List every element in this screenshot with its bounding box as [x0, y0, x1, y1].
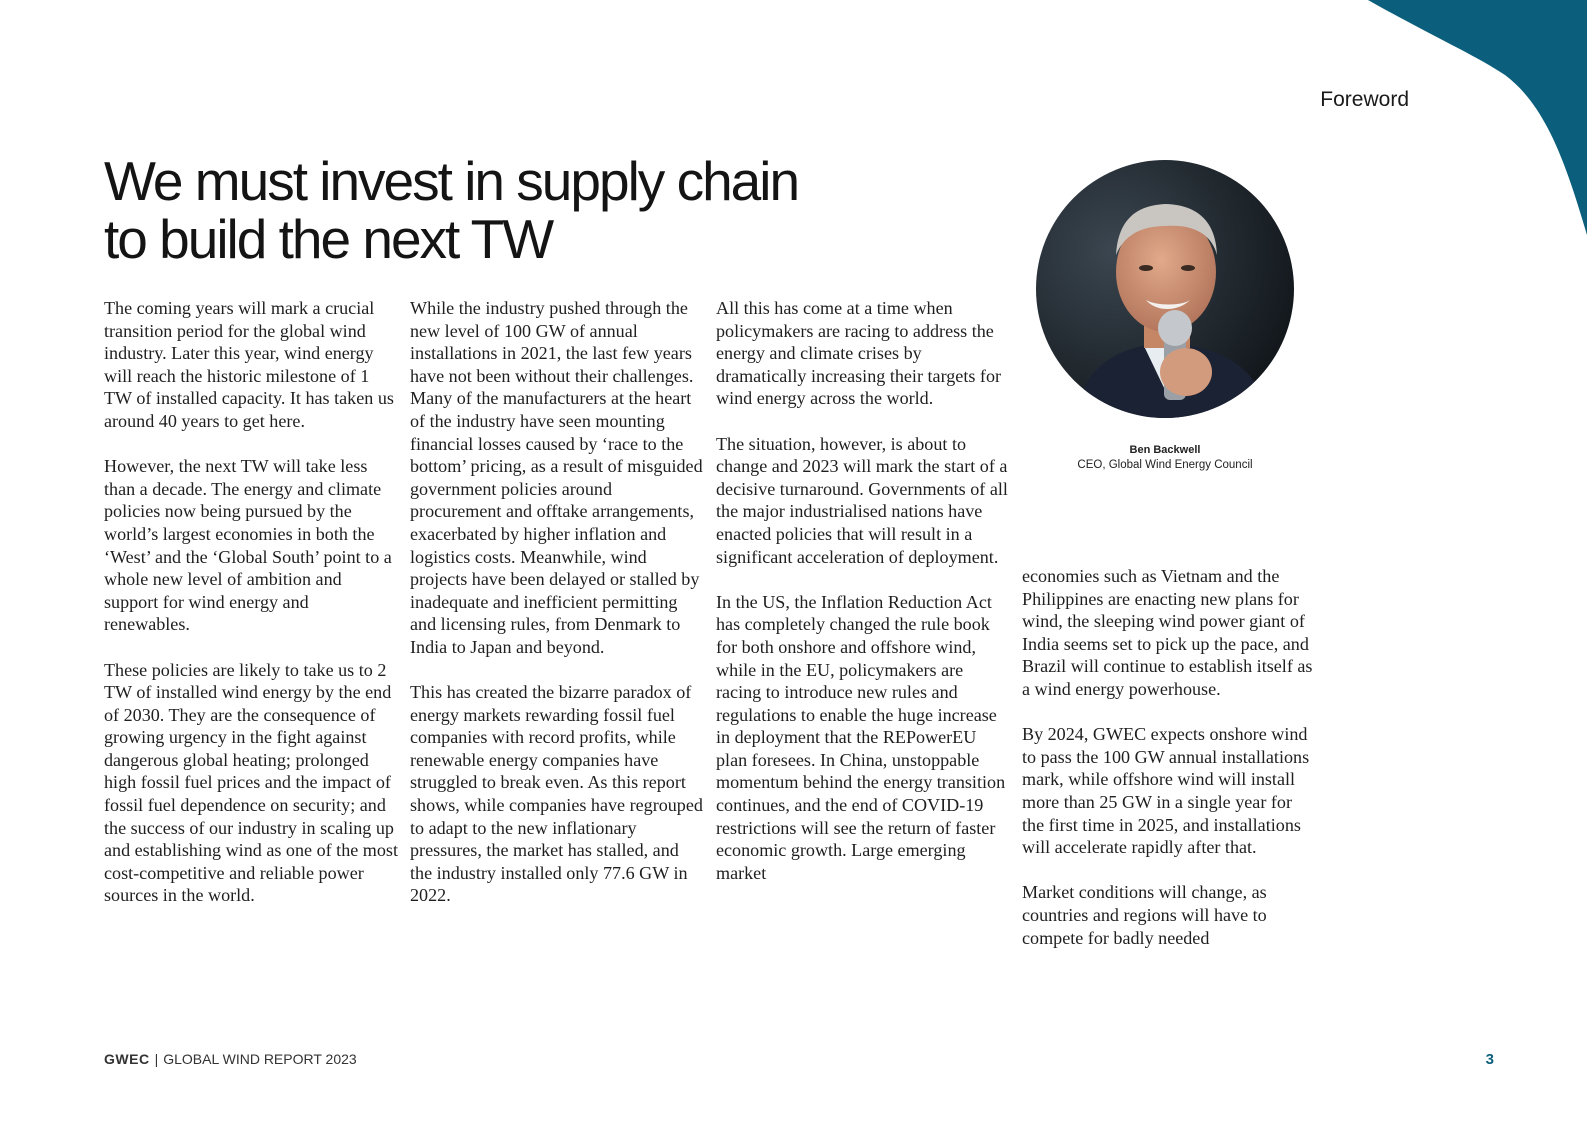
text-column-2: [410, 297, 704, 930]
paragraph: This has created the bizarre paradox of energy markets rewarding fossil fuel companies with record profits, while renewable energy companies have struggled to break even. As this report shows, while companies have regrouped to adapt to the new inflationary pressures, the market has stalled, and the industry installed only 77.6 GW in 2022.: [410, 682, 703, 906]
paragraph: All this has come at a time when policymakers are racing to address the energy and climate crises by dramatically increasing their targets for wind energy across the world.: [716, 298, 1002, 409]
portrait-caption: [1035, 443, 1295, 473]
person-role: CEO, Global Wind Energy Council: [1077, 459, 1253, 471]
text-column-3: [716, 297, 1010, 907]
text-column-1: [104, 297, 398, 930]
footer-separator: |: [154, 1051, 159, 1067]
paragraph: economies such as Vietnam and the Philippines are enacting new plans for wind, the sleeping wind power giant of India seems set to pick up the pace, and Brazil will continue to establish itself as a wind energy powerhouse.: [1022, 566, 1313, 699]
person-name: Ben Backwell: [1129, 444, 1201, 456]
title-line-1: We must invest in supply chain: [104, 150, 799, 212]
text-column-4: [1022, 565, 1316, 972]
portrait-photo: [1036, 160, 1294, 418]
paragraph: The situation, however, is about to change and 2023 will mark the start of a decisive turnaround. Governments of all the major industrialised nations have enacted policies that will result in a significant acceleration of deployment.: [716, 433, 1008, 567]
page-number: 3: [1485, 1051, 1494, 1068]
footer-report-title: [104, 1051, 357, 1067]
footer-brand: GWEC: [104, 1051, 150, 1067]
paragraph: By 2024, GWEC expects onshore wind to pass the 100 GW annual installations mark, while offshore wind will install more than 25 GW in a single year for the first time in 2025, and installations will accelerate rapidly after that.: [1022, 724, 1310, 858]
paragraph: The coming years will mark a crucial transition period for the global wind industry. Later this year, wind energy will reach the historic milestone of 1 TW of installed capacity. It has taken us around 40 years to get here.: [104, 298, 394, 431]
paragraph: These policies are likely to take us to 2 TW of installed wind energy by the end of 2030. They are the consequence of growing urgency in the fight against dangerous global heating; prolonged high fossil fuel prices and the impact of fossil fuel dependence on security; and the success of our industry in scaling up and establishing wind as one of the most cost-competitive and reliable power sources in the world.: [104, 659, 398, 906]
page-title: [104, 152, 798, 268]
paragraph: While the industry pushed through the new level of 100 GW of annual installations in 2021, the last few years have not been without their challenges. Many of the manufacturers at the heart of the industry have seen mounting financial losses caused by ‘race to the bottom’ pricing, as a result of misguided government policies around procurement and offtake arrangements, exacerbated by higher inflation and logistics costs. Meanwhile, wind projects have been delayed or stalled by inadequate and inefficient permitting and licensing rules, from Denmark to India to Japan and beyond.: [410, 298, 703, 657]
paragraph: In the US, the Inflation Reduction Act has completely changed the rule book for both onshore and offshore wind, while in the EU, policymakers are racing to introduce new rules and regulations to enable the huge increase in deployment that the REPowerEU plan foresees. In China, unstoppable momentum behind the energy transition continues, and the end of COVID-19 restrictions will see the return of faster economic growth. Large emerging market: [716, 591, 1006, 883]
portrait-illustration: [1036, 160, 1294, 418]
footer-report-name: GLOBAL WIND REPORT 2023: [163, 1051, 357, 1067]
paragraph: Market conditions will change, as countries and regions will have to compete for badly needed: [1022, 882, 1267, 948]
title-line-2: to build the next TW: [104, 208, 553, 270]
section-label: Foreword: [1320, 88, 1409, 111]
paragraph: However, the next TW will take less than a decade. The energy and climate policies now being pursued by the world’s largest economies in both the ‘West’ and the ‘Global South’ point to a whole new level of ambition and support for wind energy and renewables.: [104, 456, 392, 635]
